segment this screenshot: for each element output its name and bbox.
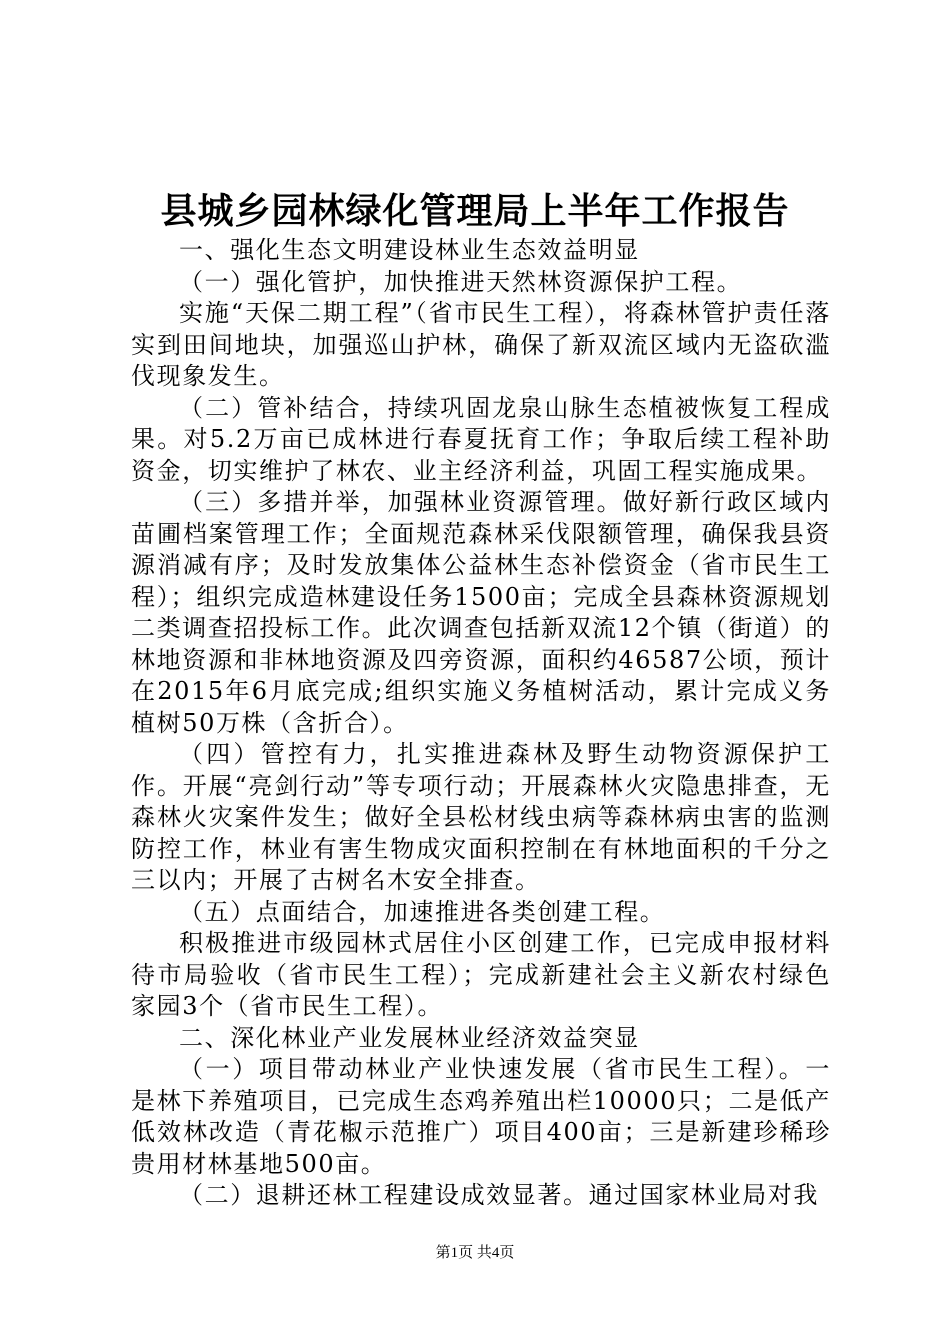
document-body bbox=[131, 235, 831, 1212]
body-paragraph: 实施“天保二期工程”（省市民生工程），将森林管护责任落实到田间地块，加强巡山护林，确保了新双流区域内无盗砍滥伐现象发生。 bbox=[131, 299, 831, 390]
body-paragraph: （一）项目带动林业产业快速发展（省市民生工程）。一是林下养殖项目，已完成生态鸡养殖出栏10000只；二是低产低效林改造（青花椒示范推广）项目400亩；三是新建珍稀珍贵用材林基地500亩。 bbox=[131, 1055, 831, 1178]
subsection-heading: （五）点面结合，加速推进各类创建工程。 bbox=[179, 897, 666, 926]
document-title: 县城乡园林绿化管理局上半年工作报告 bbox=[160, 190, 790, 232]
body-paragraph: 积极推进市级园林式居住小区创建工作，已完成申报材料待市局验收（省市民生工程）；完成新建社会主义新农村绿色家园3个（省市民生工程）。 bbox=[131, 929, 831, 1020]
body-paragraph: （三）多措并举，加强林业资源管理。做好新行政区域内苗圃档案管理工作；全面规范森林采伐限额管理，确保我县资源消减有序；及时发放集体公益林生态补偿资金（省市民生工程）；组织完成造林建设任务1500亩；完成全县森林资源规划二类调查招投标工作。此次调查包括新双流12个镇（街道）的林地资源和非林地资源及四旁资源，面积约46587公顷，预计在2015年6月底完成;组织实施义务植树活动，累计完成义务植树50万株（含折合）。 bbox=[131, 488, 831, 737]
section-heading: 一、强化生态文明建设林业生态效益明显 bbox=[179, 236, 640, 264]
subsection-heading: （一）强化管护，加快推进天然林资源保护工程。 bbox=[179, 267, 743, 296]
section-heading: 二、深化林业产业发展林业经济效益突显 bbox=[179, 1023, 640, 1052]
body-paragraph: （二）管补结合，持续巩固龙泉山脉生态植被恢复工程成果。对5.2万亩已成林进行春夏抚育工作；争取后续工程补助资金，切实维护了林农、业主经济利益，巩固工程实施成果。 bbox=[131, 393, 831, 485]
body-paragraph: （二）退耕还林工程建设成效显著。通过国家林业局对我 bbox=[179, 1181, 819, 1209]
page-footer: 第1页 共4页 bbox=[435, 1245, 515, 1261]
body-paragraph: （四）管控有力，扎实推进森林及野生动物资源保护工作。开展“亮剑行动”等专项行动；开展森林火灾隐患排查，无森林火灾案件发生；做好全县松材线虫病等森林病虫害的监测防控工作，林业有害生物成灾面积控制在有林地面积的千分之三以内；开展了古树名木安全排查。 bbox=[131, 740, 831, 894]
